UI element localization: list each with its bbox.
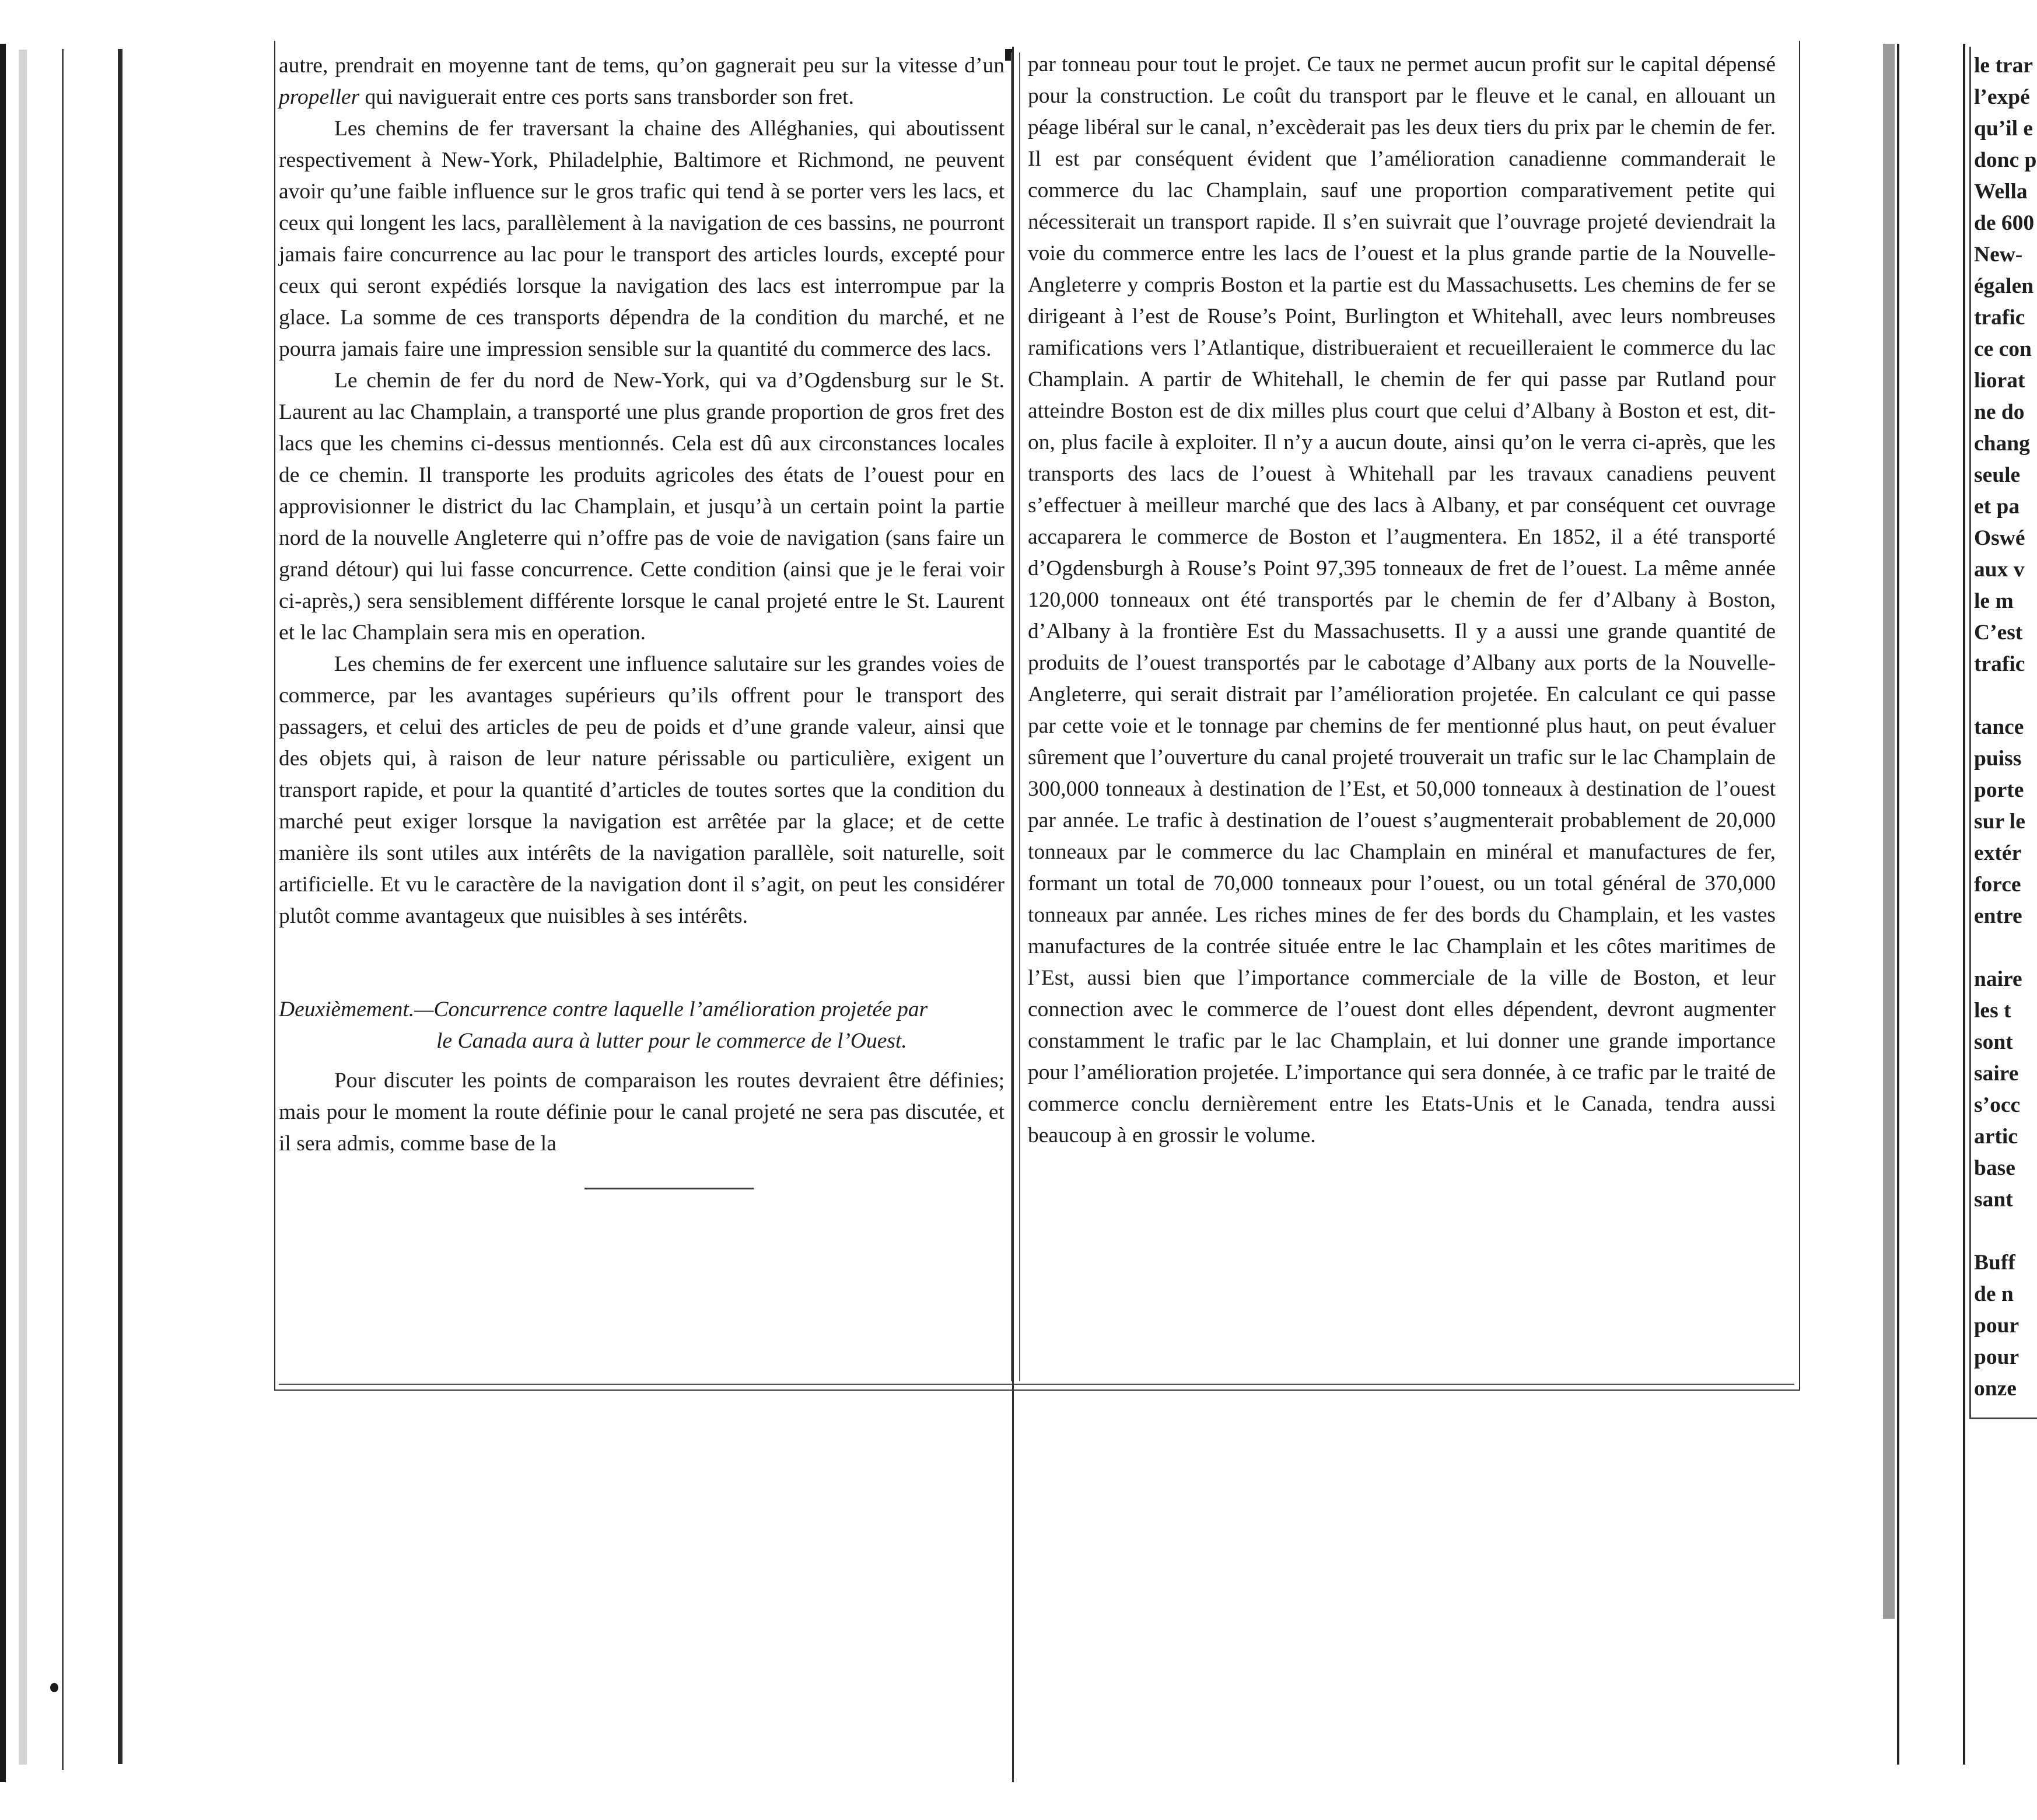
bottom-right-rule: [1969, 1418, 2037, 1419]
paragraph-north-new-york-railway: Le chemin de fer du nord de New-York, qui va d’Ogdensburg sur le St. Laurent au lac Champlain, a transporté une plus grande proportion de gros fret des lacs que les chemins ci-dessus mentionnés. Cela est dû aux circonstances locales de ce chemin. Il transporte les produits agricoles des états de l’ouest pour en approvisionner le district du lac Champlain, et jusqu’à un certain point la partie nord de la nouvelle Angleterre qui n’offre pas de voie de navigation (sans faire un grand détour) qui lui fasse concurrence. Cette condition (ainsi que je le ferai voir ci-après,) sera sensiblement différente lorsque le canal projeté entre le St. Laurent et le lac Champlain sera mis en operation.: [279, 369, 1005, 645]
fragment-line: Oswé: [1974, 526, 2025, 550]
fragment-line: sant: [1974, 1188, 2013, 1212]
fragment-line: le trar: [1974, 54, 2033, 78]
section-divider-rule: [584, 1188, 754, 1189]
fragment-line: onze: [1974, 1377, 2017, 1401]
fragment-line: artic: [1974, 1125, 2018, 1149]
fragment-line: pour: [1974, 1345, 2020, 1369]
fragment-line: aux v: [1974, 558, 2025, 582]
page-frame-inner-bottom: [279, 1384, 1794, 1385]
column-divider-right: [1019, 52, 1020, 1381]
fragment-line: porte: [1974, 778, 2024, 802]
fragment-line: [1974, 932, 2037, 964]
section-heading-line1: Deuxièmement.—Concurrence contre laquelle l’amélioration projetée par: [279, 998, 928, 1021]
fragment-line: New-: [1974, 243, 2023, 267]
fragment-line: saire: [1974, 1062, 2019, 1086]
fragment-line: pour: [1974, 1314, 2020, 1338]
fragment-line: trafic: [1974, 652, 2025, 676]
fragment-line: tance: [1974, 715, 2024, 739]
left-gutter-mark: [50, 1683, 58, 1692]
fragment-line: [1974, 1216, 2037, 1247]
fragment-line: le m: [1974, 589, 2014, 613]
section-heading: [279, 994, 1005, 1057]
far-right-border: [1969, 47, 1971, 1418]
fragment-line: et pa: [1974, 495, 2020, 519]
fragment-line: ne do: [1974, 400, 2025, 424]
fragment-line: trafic: [1974, 306, 2025, 330]
fragment-line: Buff: [1974, 1251, 2015, 1275]
paragraph-railways-influence: Les chemins de fer exercent une influence salutaire sur les grandes voies de commerce, par les avantages supérieurs qu’ils offrent pour le transport des passagers, et celui des articles de peu de poids et d’une grande valeur, ainsi que des objets qui, à raison de leur nature périssable ou particulière, exigent un transport rapide, et pour la quantité d’articles de toutes sortes que la condition du marché peut exiger lorsque la navigation est arrêtée par la glace; et de cette manière ils sont utiles aux intérêts de la navigation parallèle, soit naturelle, soit artificielle. Et vu le caractère de la navigation dont il s’agit, on peut les considérer plutôt comme avantageux que nuisibles à ses intérêts.: [279, 652, 1005, 928]
middle-column: [1028, 49, 1776, 1152]
right-page-cropped-column: [1974, 50, 2037, 1405]
continuation-paragraph: autre, prendrait en moyenne tant de tems, qu’on gagnerait peu sur la vitesse d’un propeller qui naviguerait entre ces ports sans transborder son fret.: [279, 54, 1005, 109]
fragment-line: naire: [1974, 967, 2022, 991]
fragment-line: liorat: [1974, 369, 2025, 393]
left-page-dark-edge: [118, 49, 123, 1764]
left-column: [279, 50, 1005, 1160]
fragment-line: puiss: [1974, 747, 2022, 771]
right-page-line: [1963, 44, 1965, 1765]
fragment-line: [1974, 680, 2037, 712]
fragment-line: seule: [1974, 463, 2021, 487]
fragment-line: sont: [1974, 1030, 2013, 1054]
fragment-line: entre: [1974, 904, 2022, 928]
italic-word: propeller: [279, 85, 360, 109]
fragment-line: les t: [1974, 999, 2011, 1023]
left-edge-bar: [0, 44, 6, 1782]
column-divider-left: [1011, 52, 1012, 1381]
section-heading-line2: le Canada aura à lutter pour le commerce de l’Ouest.: [436, 1029, 907, 1053]
fragment-line: extér: [1974, 841, 2022, 865]
fragment-line: sur le: [1974, 810, 2025, 834]
fragment-line: ce con: [1974, 337, 2032, 361]
paragraph-lake-champlain-trade: par tonneau pour tout le projet. Ce taux ne permet aucun profit sur le capital dépensé pour la construction. Le coût du transport par le fleuve et le canal, en allouant un péage libéral sur le canal, n’excèderait pas les deux tiers du prix par le chemin de fer. Il est par conséquent évident que l’amélioration canadienne commanderait le commerce du lac Champlain, sauf une proportion comparativement petite qui nécessiterait un transport rapide. Il s’en suivrait que l’ouvrage projeté deviendrait la voie du commerce entre les lacs de l’ouest et la plus grande partie de la Nouvelle-Angleterre y compris Boston et la partie est du Massachusetts. Les chemins de fer se dirigeant à l’est de Rouse’s Point, Burlington et Whitehall, avec leurs nombreuses ramifications vers l’Atlantique, distribueraient et recueilleraient le commerce du lac Champlain. A partir de Whitehall, le chemin de fer qui passe par Rutland pour atteindre Boston est de dix milles plus court que celui d’Albany à Boston et est, dit-on, plus facile à exploiter. Il n’y a aucun doute, ainsi qu’on le verra ci-après, que les transports des lacs de l’ouest à Whitehall par les travaux canadiens peuvent s’effectuer à meilleur marché que des lacs à Albany, et par conséquent cet ouvrage accaparera le commerce de Boston et l’augmentera. En 1852, il a été transporté d’Ogdensburgh à Rouse’s Point 97,395 tonneaux de fret de l’ouest. La même année 120,000 tonneaux ont été transportés par le chemin de fer d’Albany à Boston, d’Albany à la frontière Est du Massachusetts. Il y a aussi une grande quantité de produits de l’ouest transportés par le cabotage d’Albany aux ports de la Nouvelle-Angleterre, qui serait distrait par l’amélioration projetée. En calculant ce qui passe par cette voie et le tonnage par chemins de fer mentionné plus haut, on peut évaluer sûrement que l’ouverture du canal projeté trouverait un trafic sur le lac Champlain de 300,000 tonneaux à destination de l’Est, et 50,000 tonneaux à destination de l’ouest par année. Le trafic à destination de l’ouest s’augmenterait probablement de 20,000 tonneaux par le commerce du lac Champlain en minéral et manufactures de fer, formant un total de 70,000 tonneaux pour l’ouest, ou un total général de 370,000 tonneaux par année. Les riches mines de fer des bords du Champlain, et les vastes manufactures de la contrée située entre le lac Champlain et les côtes maritimes de l’Est, aussi bien que l’importance commerciale de la ville de Boston, et leur connection avec le commerce de l’ouest dont elles dépendent, devront augmenter constamment le trafic par le lac Champlain, et lui donner une grande importance pour l’amélioration projetée. L’importance qui sera donnée, à ce trafic par le traité de commerce conclu dernièrement entre les Etats-Unis et le Canada, tendra aussi beaucoup à en grossir le volume.: [1028, 52, 1776, 1147]
fragment-line: de 600: [1974, 211, 2035, 235]
paragraph-railways-alleghanies: Les chemins de fer traversant la chaine des Alléghanies, qui aboutissent respectivement à New-York, Philadelphie, Baltimore et Richmond, ne peuvent avoir qu’une faible influence sur le gros trafic qui tend à se porter vers les lacs, et ceux qui longent les lacs, parallèlement à la navigation de ces bassins, ne pourront jamais faire concurrence au lac pour le transport des articles lourds, excepté pour ceux qui seront expédiés lorsque la navigation des lacs est interrompue par la glace. La somme de ces transports dépendra de la condition du marché, et ne pourra jamais faire une impression sensible sur la quantité du commerce des lacs.: [279, 117, 1005, 361]
fragment-line: s’occ: [1974, 1093, 2021, 1117]
fragment-line: base: [1974, 1156, 2015, 1180]
fragment-line: donc p: [1974, 148, 2037, 172]
fragment-line: C’est: [1974, 621, 2023, 645]
fragment-line: de n: [1974, 1282, 2014, 1306]
fragment-line: force: [1974, 873, 2021, 897]
left-gutter-line: [62, 49, 64, 1770]
paragraph-comparison-routes: Pour discuter les points de comparaison les routes devraient être définies; mais pour le moment la route définie pour le canal projeté ne sera pas discutée, et il sera admis, comme base de la: [279, 1069, 1005, 1156]
fragment-line: l’expé: [1974, 85, 2030, 109]
left-edge-shadow: [19, 50, 27, 1765]
fragment-line: chang: [1974, 432, 2030, 456]
gutter-line: [1897, 44, 1899, 1765]
fragment-line: Wella: [1974, 180, 2028, 204]
fragment-line: qu’il e: [1974, 117, 2034, 141]
gutter-band: [1883, 44, 1895, 1619]
fragment-line: égalen: [1974, 274, 2034, 298]
